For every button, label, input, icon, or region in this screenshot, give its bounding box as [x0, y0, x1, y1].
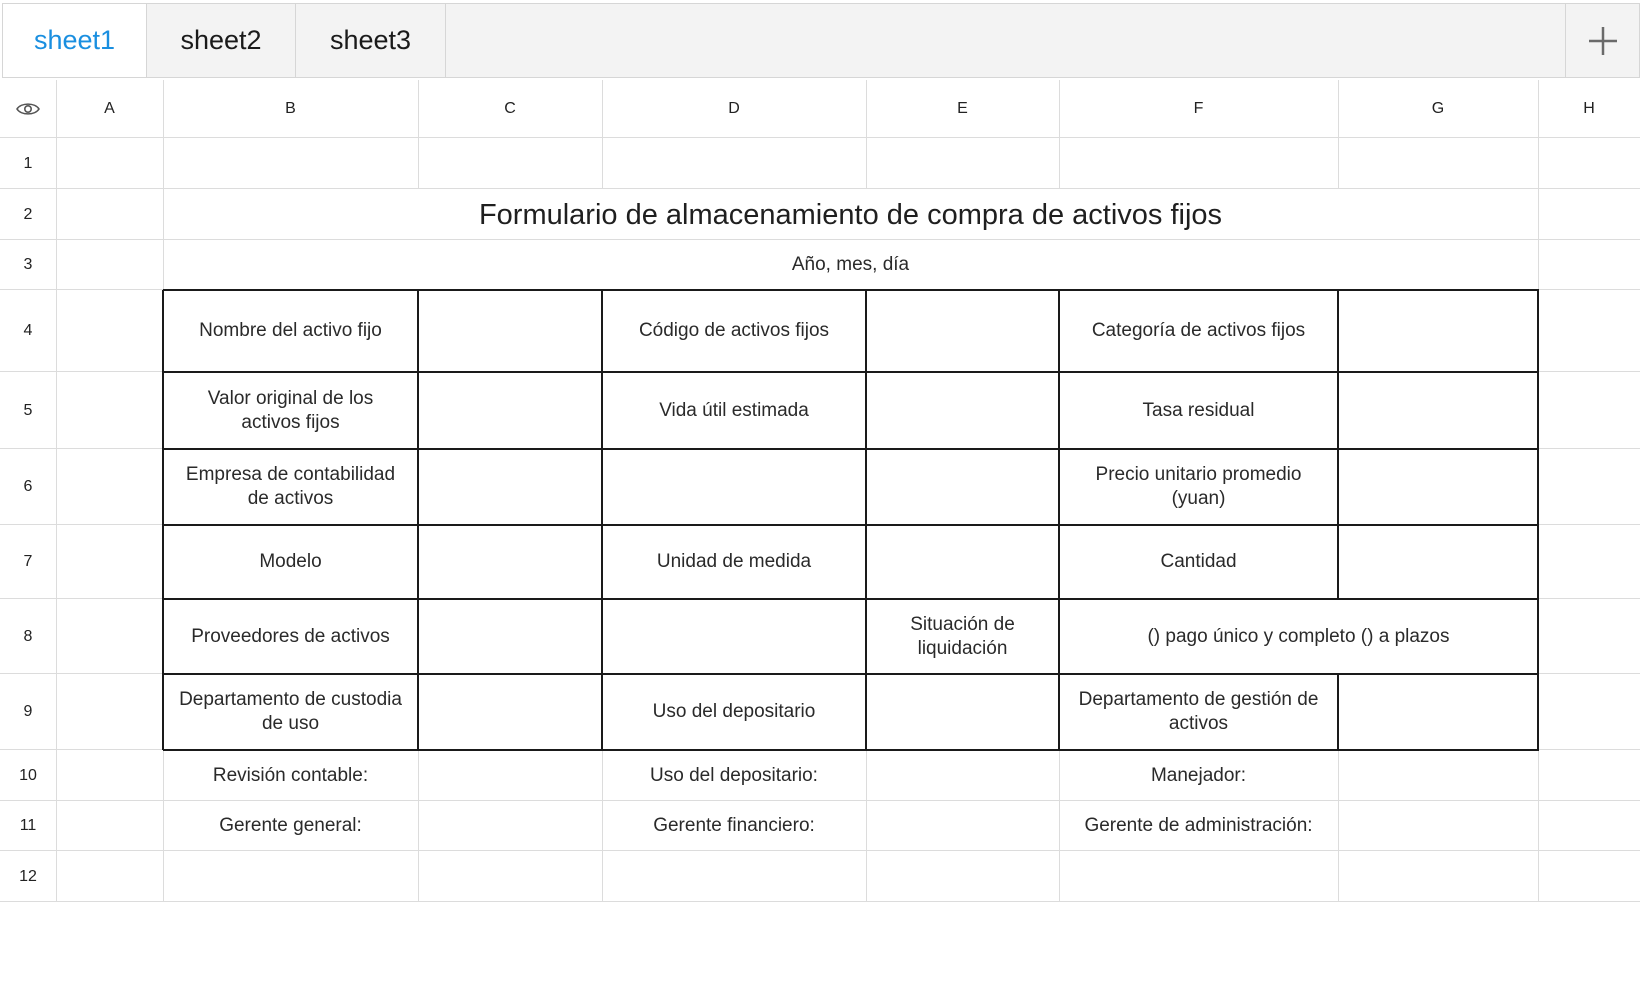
- label-asset-category[interactable]: Categoría de activos fijos: [1091, 320, 1306, 341]
- column-header-b[interactable]: B: [285, 100, 296, 117]
- tab-sheet2[interactable]: sheet2: [147, 4, 296, 77]
- label-depositary-use[interactable]: Uso del depositario: [652, 701, 816, 722]
- label-useful-life[interactable]: Vida útil estimada: [659, 399, 809, 421]
- label-administration-manager[interactable]: Gerente de administración:: [1084, 815, 1313, 836]
- label-accounting-company[interactable]: Empresa de contabilidad de activos: [185, 464, 396, 509]
- row-header-11[interactable]: 11: [19, 817, 37, 834]
- label-depositary-signature[interactable]: Uso del depositario:: [650, 764, 818, 786]
- label-model[interactable]: Modelo: [259, 551, 322, 572]
- label-quantity[interactable]: Cantidad: [1160, 551, 1237, 572]
- table-border-v: [1537, 290, 1539, 750]
- row-header-4[interactable]: 4: [23, 322, 33, 339]
- row-header-12[interactable]: 12: [19, 867, 37, 885]
- row-header-2[interactable]: 2: [23, 205, 33, 223]
- label-settlement-status[interactable]: Situación de liquidación: [910, 613, 1015, 659]
- column-header-a[interactable]: A: [104, 100, 115, 117]
- spreadsheet-grid[interactable]: [0, 80, 1640, 902]
- form-title[interactable]: Formulario de almacenamiento de compra de activos fijos: [478, 198, 1223, 231]
- row-header-9[interactable]: 9: [23, 703, 33, 720]
- row-header-3[interactable]: 3: [23, 256, 33, 273]
- label-handler[interactable]: Manejador:: [1150, 764, 1247, 786]
- label-asset-management-department[interactable]: Departamento de gestión de activos: [1078, 689, 1319, 734]
- payment-options[interactable]: () pago único y completo () a plazos: [1147, 625, 1450, 647]
- plus-icon: [1587, 25, 1619, 57]
- tab-sheet1[interactable]: sheet1: [3, 4, 147, 77]
- label-general-manager[interactable]: Gerente general:: [219, 815, 362, 836]
- column-header-d[interactable]: D: [728, 100, 740, 117]
- label-residual-rate[interactable]: Tasa residual: [1142, 399, 1255, 421]
- label-average-unit-price[interactable]: Precio unitario promedio (yuan): [1095, 464, 1302, 509]
- label-asset-name[interactable]: Nombre del activo fijo: [199, 320, 382, 341]
- sheet-tab-bar: [2, 3, 1640, 78]
- label-unit-of-measure[interactable]: Unidad de medida: [656, 551, 812, 572]
- row-header-10[interactable]: 10: [19, 766, 37, 784]
- label-accounting-review[interactable]: Revisión contable:: [212, 764, 369, 786]
- row-header-5[interactable]: 5: [23, 401, 33, 419]
- column-header-e[interactable]: E: [957, 100, 968, 117]
- label-financial-manager[interactable]: Gerente financiero:: [653, 815, 815, 836]
- visibility-toggle[interactable]: [0, 80, 56, 138]
- gridline-h: [0, 901, 1640, 902]
- date-line[interactable]: Año, mes, día: [791, 254, 910, 275]
- row-header-1[interactable]: 1: [23, 154, 33, 172]
- label-asset-code[interactable]: Código de activos fijos: [638, 320, 830, 341]
- label-custody-department[interactable]: Departamento de custodia de uso: [179, 689, 402, 734]
- column-header-h[interactable]: H: [1583, 100, 1595, 117]
- column-header-c[interactable]: C: [504, 100, 516, 117]
- label-asset-suppliers[interactable]: Proveedores de activos: [191, 625, 390, 647]
- column-header-f[interactable]: F: [1193, 100, 1204, 117]
- label-original-value[interactable]: Valor original de los activos fijos: [207, 387, 374, 433]
- row-header-7[interactable]: 7: [23, 553, 33, 570]
- row-header-6[interactable]: 6: [23, 478, 33, 495]
- row-header-8[interactable]: 8: [23, 627, 33, 645]
- tab-sheet3[interactable]: sheet3: [296, 4, 446, 77]
- gridline-v: [56, 80, 57, 902]
- add-sheet-button[interactable]: [1565, 4, 1639, 77]
- column-header-g[interactable]: G: [1431, 100, 1445, 117]
- eye-icon: [16, 101, 40, 117]
